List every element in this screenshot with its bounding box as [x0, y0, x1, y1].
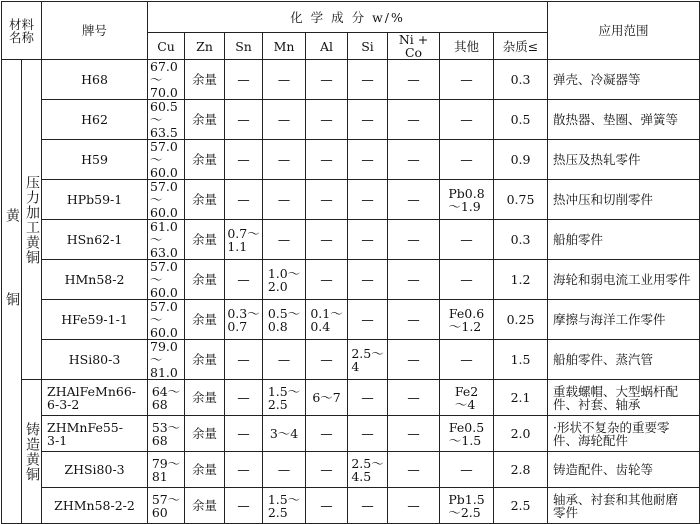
zn-cell: 余量	[185, 140, 225, 180]
si-cell: 2.5～ 4.5	[348, 452, 388, 488]
cu-cell: 57～ 60	[148, 488, 185, 524]
mn-cell: 1.5～ 2.5	[263, 380, 306, 416]
sn-cell: —	[225, 380, 263, 416]
mn-cell: 0.5～ 0.8	[263, 300, 306, 340]
cu-cell: 57.0～ 60.0	[148, 180, 185, 220]
zn-cell: 余量	[185, 416, 225, 452]
ni-co-cell: —	[388, 60, 440, 100]
sn-cell: —	[225, 100, 263, 140]
header-sn: Sn	[225, 33, 263, 60]
mn-cell: 1.0～ 2.0	[263, 260, 306, 300]
header-si: Si	[348, 33, 388, 60]
cu-cell: 61.0～ 63.0	[148, 220, 185, 260]
al-cell: —	[306, 140, 348, 180]
other-cell: —	[440, 340, 494, 380]
al-cell: —	[306, 100, 348, 140]
table-row	[2, 60, 700, 100]
al-cell: —	[306, 180, 348, 220]
grade-cell: ZHAlFeMn66- 6-3-2	[42, 380, 148, 416]
brass-composition-table	[1, 1, 700, 524]
application-cell: 热冲压和切削零件	[548, 180, 700, 220]
ni-co-cell: —	[388, 488, 440, 524]
al-cell: —	[306, 416, 348, 452]
ni-co-cell: —	[388, 380, 440, 416]
table-row	[2, 380, 700, 416]
cu-cell: 67.0～ 70.0	[148, 60, 185, 100]
ni-co-cell: —	[388, 452, 440, 488]
impurity-cell: 2.5	[494, 488, 548, 524]
header-ni-co: Ni + Co	[388, 33, 440, 60]
impurity-cell: 0.5	[494, 100, 548, 140]
al-cell: —	[306, 340, 348, 380]
ni-co-cell: —	[388, 260, 440, 300]
table-row	[2, 260, 700, 300]
header-grade: 牌号	[42, 2, 148, 60]
header-impurity: 杂质≤	[494, 33, 548, 60]
zn-cell: 余量	[185, 452, 225, 488]
si-cell: —	[348, 60, 388, 100]
mn-cell: 3～4	[263, 416, 306, 452]
subcategory-pressure-brass: 压力加工黄铜	[22, 60, 42, 380]
application-cell: 铸造配件、齿轮等	[548, 452, 700, 488]
mn-cell: —	[263, 340, 306, 380]
table-row	[2, 488, 700, 524]
cu-cell: 79～ 81	[148, 452, 185, 488]
al-cell: 0.1～ 0.4	[306, 300, 348, 340]
table-row	[2, 180, 700, 220]
header-mn: Mn	[263, 33, 306, 60]
mn-cell: —	[263, 180, 306, 220]
table-row	[2, 140, 700, 180]
zn-cell: 余量	[185, 488, 225, 524]
other-cell: —	[440, 260, 494, 300]
si-cell: —	[348, 180, 388, 220]
grade-cell: HSi80-3	[42, 340, 148, 380]
zn-cell: 余量	[185, 60, 225, 100]
sn-cell: —	[225, 180, 263, 220]
sn-cell: —	[225, 60, 263, 100]
zn-cell: 余量	[185, 100, 225, 140]
si-cell: 2.5～ 4	[348, 340, 388, 380]
si-cell: —	[348, 488, 388, 524]
impurity-cell: 1.5	[494, 340, 548, 380]
application-cell: 重载螺帽、大型蜗杆配 件、衬套、轴承	[548, 380, 700, 416]
cu-cell: 57.0～ 60.0	[148, 260, 185, 300]
impurity-cell: 0.25	[494, 300, 548, 340]
sn-cell: —	[225, 140, 263, 180]
ni-co-cell: —	[388, 140, 440, 180]
header-al: Al	[306, 33, 348, 60]
header-material-name: 材料 名称	[2, 2, 42, 60]
table-row	[2, 452, 700, 488]
cu-cell: 53～ 68	[148, 416, 185, 452]
grade-cell: HSn62-1	[42, 220, 148, 260]
al-cell: 6～7	[306, 380, 348, 416]
si-cell: —	[348, 260, 388, 300]
other-cell: Fe0.5 ～1.5	[440, 416, 494, 452]
zn-cell: 余量	[185, 220, 225, 260]
other-cell: Fe0.6 ～1.2	[440, 300, 494, 340]
sn-cell: 0.7～ 1.1	[225, 220, 263, 260]
zn-cell: 余量	[185, 260, 225, 300]
other-cell: —	[440, 60, 494, 100]
application-cell: 海轮和弱电流工业用零件	[548, 260, 700, 300]
al-cell: —	[306, 488, 348, 524]
mn-cell: —	[263, 220, 306, 260]
application-cell: ·形状不复杂的重要零 件、海轮配件	[548, 416, 700, 452]
cu-cell: 79.0～ 81.0	[148, 340, 185, 380]
impurity-cell: 0.75	[494, 180, 548, 220]
subcategory-cast-brass: 铸造黄铜	[22, 380, 42, 524]
header-row-top	[2, 2, 700, 33]
sn-cell: —	[225, 452, 263, 488]
table-row	[2, 220, 700, 260]
other-cell: —	[440, 140, 494, 180]
application-cell: 摩擦与海洋工作零件	[548, 300, 700, 340]
impurity-cell: 0.9	[494, 140, 548, 180]
impurity-cell: 0.3	[494, 60, 548, 100]
mn-cell: —	[263, 452, 306, 488]
si-cell: —	[348, 100, 388, 140]
al-cell: —	[306, 452, 348, 488]
header-zn: Zn	[185, 33, 225, 60]
al-cell: —	[306, 60, 348, 100]
cu-cell: 57.0～ 60.0	[148, 140, 185, 180]
grade-cell: H59	[42, 140, 148, 180]
sn-cell: —	[225, 488, 263, 524]
application-cell: 散热器、垫圈、弹簧等	[548, 100, 700, 140]
sn-cell: —	[225, 260, 263, 300]
category-brass: 黄铜	[2, 60, 22, 524]
sn-cell: 0.3～ 0.7	[225, 300, 263, 340]
header-application: 应用范围	[548, 2, 700, 60]
mn-cell: 1.5～ 2.5	[263, 488, 306, 524]
si-cell: —	[348, 220, 388, 260]
other-cell: —	[440, 452, 494, 488]
application-cell: 船舶零件、蒸汽管	[548, 340, 700, 380]
zn-cell: 余量	[185, 300, 225, 340]
header-other: 其他	[440, 33, 494, 60]
sn-cell: —	[225, 416, 263, 452]
si-cell: —	[348, 380, 388, 416]
si-cell: —	[348, 416, 388, 452]
table-row	[2, 300, 700, 340]
grade-cell: ZHSi80-3	[42, 452, 148, 488]
header-composition: 化 学 成 分 w/%	[148, 2, 548, 33]
si-cell: —	[348, 140, 388, 180]
cu-cell: 64～ 68	[148, 380, 185, 416]
other-cell: Fe2 ～4	[440, 380, 494, 416]
cu-cell: 60.5～ 63.5	[148, 100, 185, 140]
sn-cell: —	[225, 340, 263, 380]
table-row	[2, 416, 700, 452]
al-cell: —	[306, 260, 348, 300]
si-cell: —	[348, 300, 388, 340]
grade-cell: ZHMnFe55- 3-1	[42, 416, 148, 452]
application-cell: 热压及热轧零件	[548, 140, 700, 180]
ni-co-cell: —	[388, 180, 440, 220]
cu-cell: 57.0～ 60.0	[148, 300, 185, 340]
application-cell: 轴承、衬套和其他耐磨 零件	[548, 488, 700, 524]
al-cell: —	[306, 220, 348, 260]
other-cell: —	[440, 220, 494, 260]
grade-cell: H62	[42, 100, 148, 140]
ni-co-cell: —	[388, 416, 440, 452]
application-cell: 船舶零件	[548, 220, 700, 260]
mn-cell: —	[263, 60, 306, 100]
impurity-cell: 1.2	[494, 260, 548, 300]
zn-cell: 余量	[185, 340, 225, 380]
mn-cell: —	[263, 140, 306, 180]
other-cell: Pb1.5 ～2.5	[440, 488, 494, 524]
grade-cell: H68	[42, 60, 148, 100]
header-cu: Cu	[148, 33, 185, 60]
table-row	[2, 100, 700, 140]
ni-co-cell: —	[388, 340, 440, 380]
impurity-cell: 2.0	[494, 416, 548, 452]
ni-co-cell: —	[388, 220, 440, 260]
impurity-cell: 2.8	[494, 452, 548, 488]
zn-cell: 余量	[185, 180, 225, 220]
impurity-cell: 2.1	[494, 380, 548, 416]
mn-cell: —	[263, 100, 306, 140]
impurity-cell: 0.3	[494, 220, 548, 260]
ni-co-cell: —	[388, 300, 440, 340]
application-cell: 弹壳、冷凝器等	[548, 60, 700, 100]
grade-cell: HPb59-1	[42, 180, 148, 220]
other-cell: —	[440, 100, 494, 140]
ni-co-cell: —	[388, 100, 440, 140]
grade-cell: ZHMn58-2-2	[42, 488, 148, 524]
zn-cell: 余量	[185, 380, 225, 416]
table-row	[2, 340, 700, 380]
other-cell: Pb0.8 ～1.9	[440, 180, 494, 220]
grade-cell: HMn58-2	[42, 260, 148, 300]
grade-cell: HFe59-1-1	[42, 300, 148, 340]
